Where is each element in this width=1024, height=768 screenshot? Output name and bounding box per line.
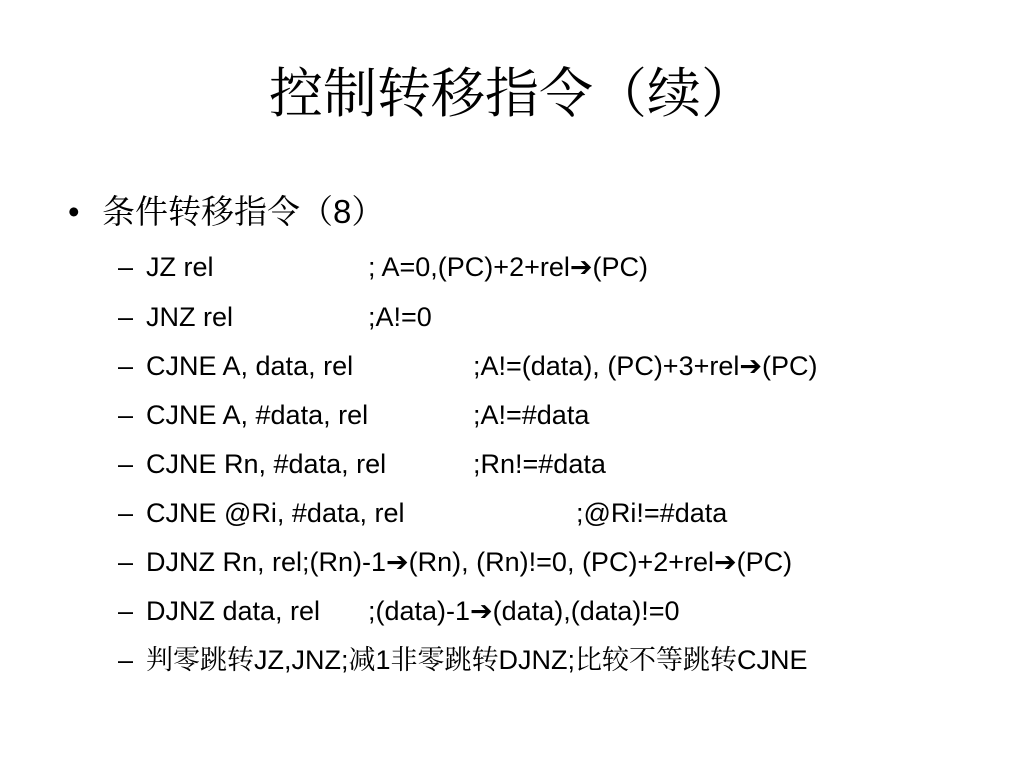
arrow-right-icon: ➔ <box>386 547 409 577</box>
list-item-cjne-a-data <box>118 346 818 386</box>
instruction-text: CJNE A, data, rel <box>146 351 354 381</box>
arrow-right-icon: ➔ <box>569 252 593 282</box>
instruction-comment: ;Rn!=#data <box>473 449 606 479</box>
arrow-right-icon: ➔ <box>470 596 493 626</box>
instruction-comment: ;(data)-1➔(data),(data)!=0 <box>368 596 680 626</box>
instruction-text: CJNE Rn, #data, rel <box>146 449 387 479</box>
list-item-summary <box>118 640 808 680</box>
dash-icon: – <box>118 351 134 381</box>
instruction-comment: ; A=0,(PC)+2+rel➔(PC) <box>368 252 648 282</box>
slide-title: 控制转移指令（续） <box>269 64 755 124</box>
dash-icon: – <box>118 596 134 626</box>
dash-icon: – <box>118 400 134 430</box>
list-item-cjne-ri <box>118 493 728 533</box>
instruction-comment: ;A!=#data <box>473 400 590 430</box>
instruction-text: JZ rel <box>146 252 214 282</box>
dash-icon: – <box>118 252 134 282</box>
instruction-comment: ;A!=0 <box>368 302 432 332</box>
dash-icon: – <box>118 645 134 675</box>
list-item-jz <box>118 247 648 287</box>
instruction-text: JNZ rel <box>146 302 233 332</box>
dash-icon: – <box>118 449 134 479</box>
instruction-text: DJNZ data, rel <box>146 596 321 626</box>
instruction-comment: ;@Ri!=#data <box>576 498 728 528</box>
list-item-cjne-rn <box>118 444 606 484</box>
instruction-text: CJNE A, #data, rel <box>146 400 369 430</box>
list-item-jnz <box>118 297 432 337</box>
bullet-text: 条件转移指令（8） <box>102 193 385 230</box>
instruction-comment: ;A!=(data), (PC)+3+rel➔(PC) <box>473 351 818 381</box>
bullet-conditional-jump <box>68 190 384 234</box>
dash-icon: – <box>118 302 134 332</box>
instruction-text: DJNZ Rn, rel;(Rn)-1➔(Rn), (Rn)!=0, (PC)+2+rel➔(PC) <box>146 547 793 577</box>
list-item-djnz-data <box>118 591 680 631</box>
dash-icon: – <box>118 498 134 528</box>
list-item-djnz-rn <box>118 542 792 582</box>
bullet-dot-icon: • <box>68 193 80 230</box>
dash-icon: – <box>118 547 134 577</box>
summary-text: 判零跳转JZ,JNZ;减1非零跳转DJNZ;比较不等跳转CJNE <box>146 645 808 675</box>
arrow-right-icon: ➔ <box>714 547 737 577</box>
arrow-right-icon: ➔ <box>739 351 762 381</box>
instruction-text: CJNE @Ri, #data, rel <box>146 498 405 528</box>
list-item-cjne-a-imm <box>118 395 590 435</box>
